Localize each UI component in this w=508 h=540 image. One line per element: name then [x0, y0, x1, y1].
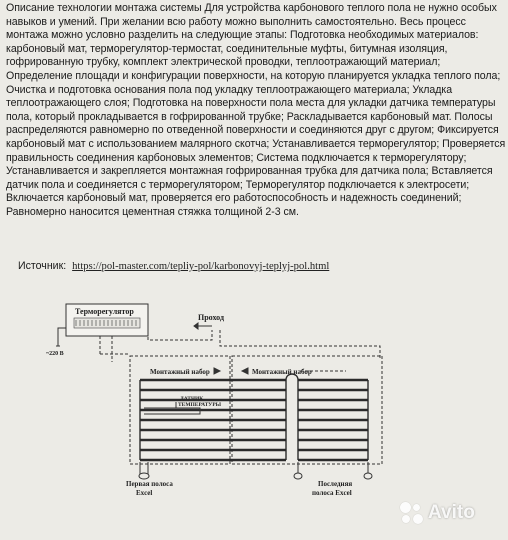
- thermostat-label: Терморегулятор: [75, 307, 134, 316]
- passage-label: Проход: [198, 313, 224, 322]
- avito-dots-logo-icon: [398, 500, 424, 526]
- source-label: Источник:: [18, 260, 67, 272]
- avito-brand-text: Avito: [428, 502, 475, 523]
- power-label: ~220 В: [46, 351, 64, 357]
- source-line: [18, 260, 488, 273]
- first-strip-label-line-1: Первая полоса: [126, 480, 173, 488]
- description-paragraph: Описание технологии монтажа системы Для устройства карбонового теплого пола не нужно особых навыков и умений. При желании всю работу можно выполнить самостоятельно. Весь процесс монтажа можно условно разделить на следующие этапы: Подготовка необходимых материалов: карбоновый мат, терморегулятор-термостат, соединительные муфты, битумная изоляция, гофрированную трубку, комплект электрической проводки, теплоотражающий материал; Определение площади и конфигурации поверхности, на которую планируется укладка теплого пола; Очистка и подготовка основания пола под укладку теплоотражающего материала; Укладка теплоотражающего слоя; Подготовка на поверхности пола места для укладки датчика температуры пола, который прокладывается в гофрированной трубке; Раскладывается карбоновый мат. Полосы распределяются равномерно по отведенной поверхности и соединяются друг с другом; Фиксируется карбоновый мат с использованием малярного скотча; Устанавливается терморегулятор; Проверяется правильность соединения карбоновых элементов; Система подключается к терморегулятору; Устанавливается и закрепляется монтажная гофрированная трубка для датчика пола; Вставляется датчик пола и соединяется с терморегулятором; Терморегулятор подключается к электросети; Включается карбоновый мат, проверяется его работоспособность и надежность соединений; Равномерно наносится цементная стяжка толщиной 2-3 см.: [6, 2, 506, 218]
- mount-set-right-label: Монтажный набор: [252, 368, 312, 376]
- avito-watermark: [398, 498, 498, 528]
- first-strip-label-line-2: Excel: [136, 489, 153, 497]
- installation-diagram: [0, 290, 508, 500]
- source-link[interactable]: https://pol-master.com/tepliy-pol/karbonovyj-teplyj-pol.html: [72, 261, 330, 272]
- mount-set-left-label: Монтажный набор: [150, 368, 210, 376]
- last-strip-label-line-1: Последняя: [318, 480, 353, 488]
- sensor-label-line-2: ТЕМПЕРАТУРЫ: [178, 402, 222, 408]
- sensor-label-line-1: ДАТЧИК: [180, 396, 204, 402]
- last-strip-label-line-2: полоса Excel: [312, 489, 352, 497]
